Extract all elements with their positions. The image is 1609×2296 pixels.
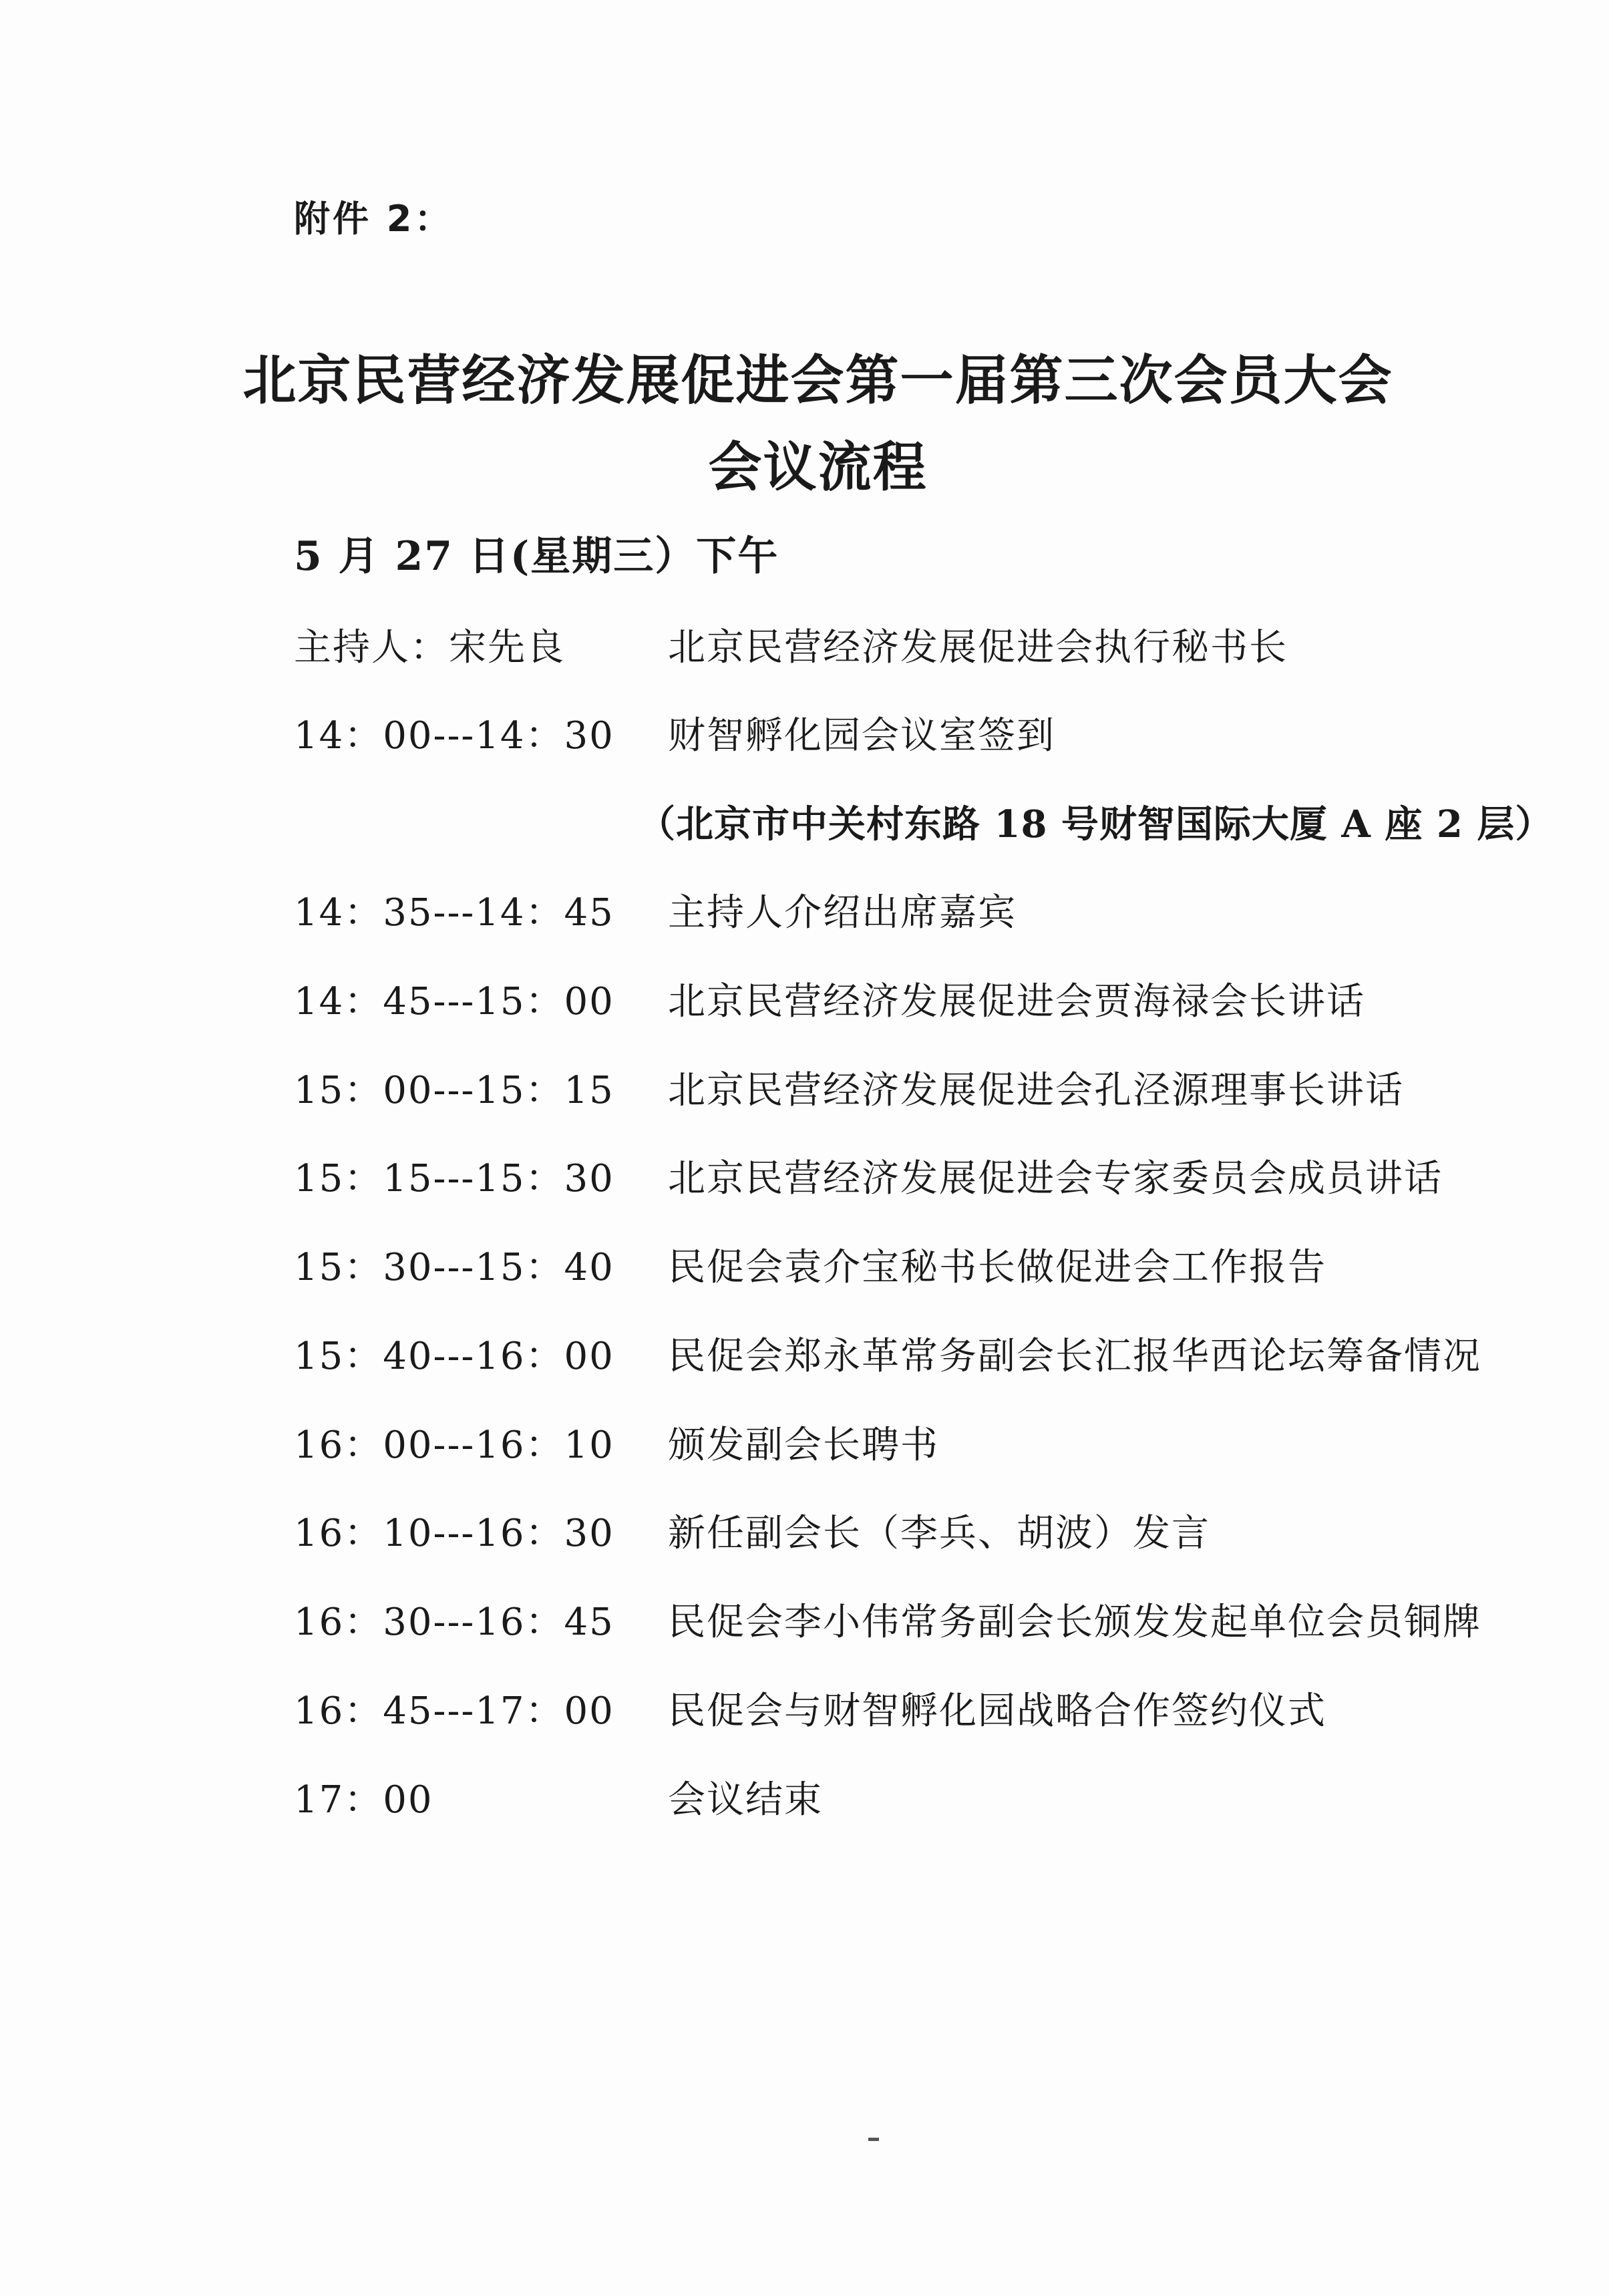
schedule-time: 16：30---16：45 <box>294 1601 614 1644</box>
schedule-time: 14：00---14：30 <box>294 714 614 758</box>
schedule-time: 16：45---17：00 <box>294 1689 614 1733</box>
schedule-time: 15：30---15：40 <box>294 1246 614 1289</box>
schedule-row <box>294 972 1563 1032</box>
schedule-event: 民促会袁介宝秘书长做促进会工作报告 <box>668 1246 1326 1289</box>
schedule-time: 17：00 <box>294 1778 433 1822</box>
schedule-event: 会议结束 <box>668 1778 823 1822</box>
schedule-row <box>294 1238 1563 1298</box>
schedule-row <box>294 1416 1563 1476</box>
schedule-event: 财智孵化园会议室签到 <box>668 714 1055 758</box>
schedule-time: 16：10---16：30 <box>294 1512 614 1555</box>
schedule-row <box>294 1593 1563 1653</box>
schedule-event: 民促会与财智孵化园战略合作签约仪式 <box>668 1689 1326 1733</box>
attachment-label: 附件 2： <box>294 198 454 240</box>
schedule-event: 北京民营经济发展促进会贾海禄会长讲话 <box>668 980 1365 1023</box>
schedule-row <box>294 1061 1563 1121</box>
host-label: 主持人：宋先良 <box>294 626 565 669</box>
schedule-row <box>294 883 1563 943</box>
schedule-time: 14：45---15：00 <box>294 980 614 1023</box>
schedule-event: 北京民营经济发展促进会专家委员会成员讲话 <box>668 1157 1443 1200</box>
schedule-time: 14：35---14：45 <box>294 891 614 935</box>
schedule-time: 15：00---15：15 <box>294 1069 614 1112</box>
schedule-row <box>294 706 1563 766</box>
session-date: 5 月 27 日(星期三）下午 <box>294 533 779 580</box>
host-row <box>294 618 1563 678</box>
schedule-row <box>294 1327 1563 1387</box>
scan-mark <box>868 2138 879 2141</box>
schedule-event: 民促会郑永革常务副会长汇报华西论坛筹备情况 <box>668 1335 1481 1378</box>
host-title: 北京民营经济发展促进会执行秘书长 <box>668 626 1288 669</box>
schedule-time: 16：00---16：10 <box>294 1424 614 1467</box>
document-title-line1: 北京民营经济发展促进会第一届第三次会员大会 <box>242 349 1393 412</box>
schedule-row <box>294 1681 1563 1742</box>
document-title-line2: 会议流程 <box>708 436 928 498</box>
schedule-event: 颁发副会长聘书 <box>668 1424 939 1467</box>
schedule-event: 北京民营经济发展促进会孔泾源理事长讲话 <box>668 1069 1404 1112</box>
schedule-row <box>294 1149 1563 1209</box>
venue-address: （北京市中关村东路 18 号财智国际大厦 A 座 2 层） <box>638 802 1554 846</box>
schedule-time: 15：40---16：00 <box>294 1335 614 1378</box>
schedule-row <box>294 1504 1563 1564</box>
schedule-event: 民促会李小伟常务副会长颁发发起单位会员铜牌 <box>668 1601 1481 1644</box>
schedule-event: 主持人介绍出席嘉宾 <box>668 891 1017 935</box>
schedule-row <box>294 1770 1563 1830</box>
schedule-time: 15：15---15：30 <box>294 1157 614 1200</box>
schedule-event: 新任副会长（李兵、胡波）发言 <box>668 1512 1210 1555</box>
